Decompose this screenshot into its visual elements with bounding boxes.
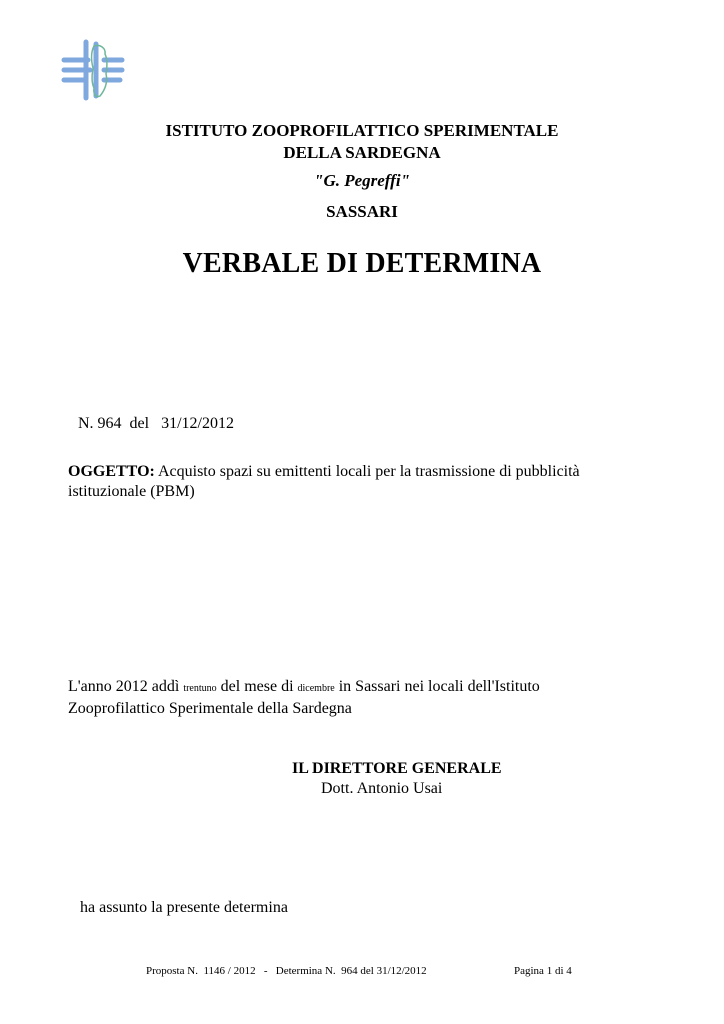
signatory-role: IL DIRETTORE GENERALE	[292, 760, 502, 777]
subject-label: OGGETTO:	[68, 463, 155, 480]
body-part3: in Sassari nei locali dell'Istituto	[338, 678, 540, 695]
document-date: 31/12/2012	[161, 415, 234, 432]
closing-statement: ha assunto la presente determina	[80, 899, 288, 916]
institute-subtitle: "G. Pegreffi"	[314, 171, 410, 190]
subject-block	[68, 462, 668, 502]
footer-determina: Determina N. 964 del 31/12/2012	[275, 965, 427, 977]
institute-name-line1: ISTITUTO ZOOPROFILATTICO SPERIMENTALE	[165, 121, 559, 140]
subject-text-line2: istituzionale (PBM)	[68, 483, 195, 500]
footer-proposal: Proposta N. 1146 / 2012	[146, 965, 256, 977]
subject-text-line1: Acquisto spazi su emittenti locali per la trasmissione di pubblicità	[157, 463, 580, 480]
institute-name-line2: DELLA SARDEGNA	[283, 143, 441, 162]
document-number-line	[78, 414, 234, 434]
logo-cross-icon	[60, 38, 126, 102]
body-month: dicembre	[297, 683, 335, 694]
body-paragraph	[68, 677, 688, 719]
body-part1: L'anno 2012 addì	[68, 678, 180, 695]
body-day: trentuno	[183, 683, 217, 694]
signatory-name: Dott. Antonio Usai	[321, 780, 443, 797]
footer-page-number: Pagina 1 di 4	[514, 965, 572, 977]
footer-left	[146, 965, 427, 977]
institute-city: SASSARI	[326, 202, 398, 221]
footer-separator: -	[263, 965, 268, 977]
document-number: N. 964 del	[78, 415, 150, 432]
body-line2: Zooprofilattico Sperimentale della Sardegna	[68, 700, 352, 717]
document-title: VERBALE DI DETERMINA	[182, 248, 542, 279]
body-part2: del mese di	[220, 678, 294, 695]
institute-logo	[60, 38, 126, 102]
